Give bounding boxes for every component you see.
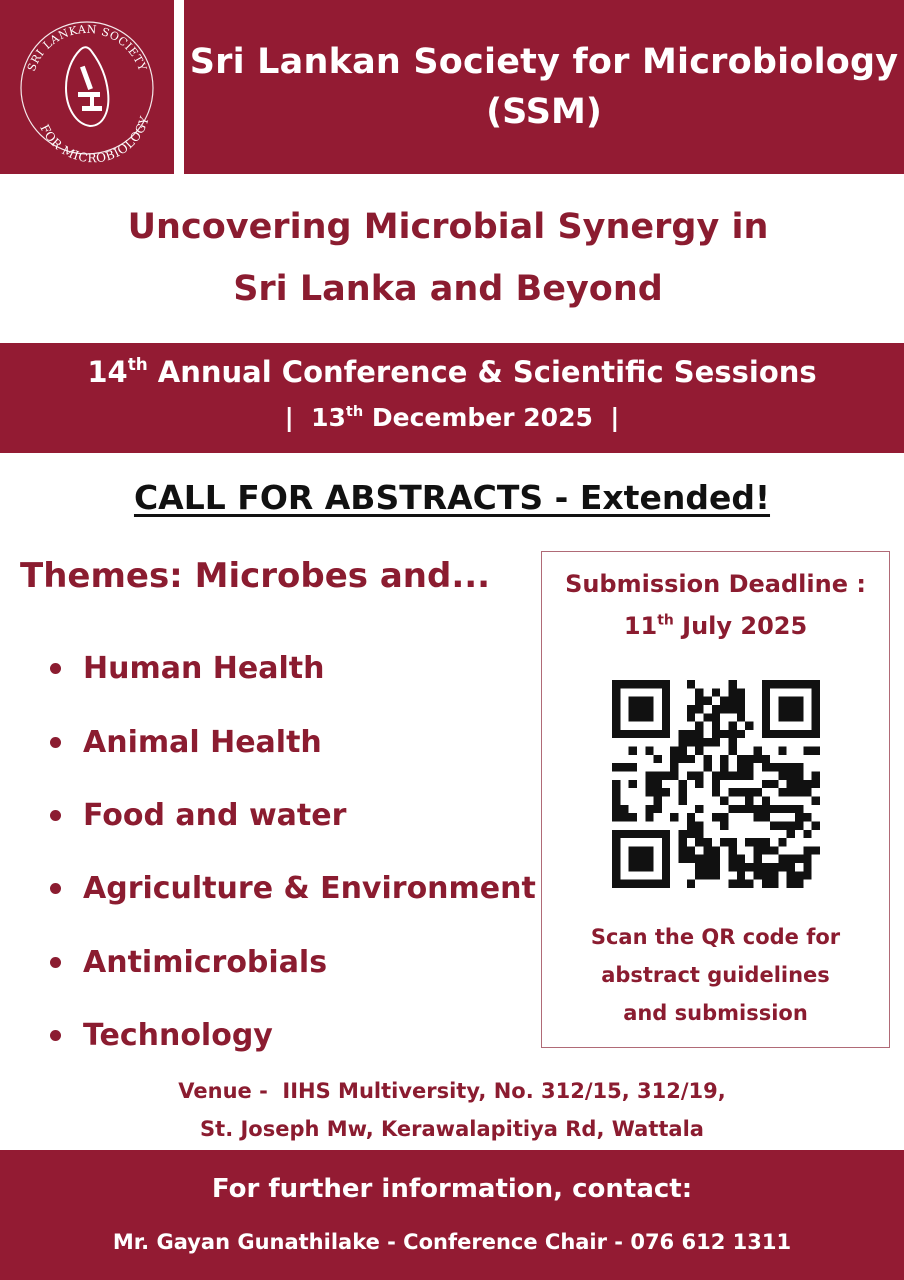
bullet-icon xyxy=(50,810,61,821)
conference-theme-tagline xyxy=(0,196,896,320)
themes-list xyxy=(50,632,536,1072)
tagline-line2: Sri Lanka and Beyond xyxy=(233,269,663,309)
deadline-day: 11 xyxy=(623,612,658,640)
society-abbreviation: (SSM) xyxy=(486,92,602,132)
theme-item xyxy=(50,779,536,852)
theme-label: Agriculture & Environment xyxy=(83,871,536,907)
venue-line2: St. Joseph Mw, Kerawalapitiya Rd, Wattala xyxy=(200,1117,704,1141)
contact-heading: For further information, contact: xyxy=(211,1174,693,1204)
tagline-line1: Uncovering Microbial Synergy in xyxy=(127,207,769,247)
theme-label: Technology xyxy=(83,1018,273,1054)
theme-label: Human Health xyxy=(83,651,325,687)
deadline-rest: July 2025 xyxy=(673,612,808,640)
scan-instructions xyxy=(542,918,889,1032)
venue-line1: Venue - IIHS Multiversity, No. 312/15, 312/19, xyxy=(178,1079,726,1103)
theme-item xyxy=(50,999,536,1072)
call-for-abstracts-heading: CALL FOR ABSTRACTS - Extended! xyxy=(133,478,771,517)
society-seal-icon xyxy=(0,0,174,174)
society-name: Sri Lankan Society for Microbiology xyxy=(189,42,899,82)
bullet-icon xyxy=(50,957,61,968)
conference-banner xyxy=(0,343,904,453)
footer-contact xyxy=(0,1150,904,1280)
deadline-suffix: th xyxy=(657,612,674,629)
bullet-icon xyxy=(50,737,61,748)
theme-label: Food and water xyxy=(83,797,347,833)
conference-name xyxy=(0,355,904,389)
date-day: 13 xyxy=(311,403,346,432)
themes-title: Themes: Microbes and... xyxy=(20,556,491,596)
deadline-date xyxy=(542,612,889,640)
date-suffix: th xyxy=(345,403,364,420)
bullet-icon xyxy=(50,1030,61,1041)
header-title xyxy=(184,0,904,174)
logo-arc-bottom-text: FOR MICROBIOLOGY xyxy=(37,114,152,166)
contact-person: Mr. Gayan Gunathilake - Conference Chair - 076 612 1311 xyxy=(112,1230,792,1254)
scan-line1: Scan the QR code for xyxy=(590,925,841,949)
venue xyxy=(0,1072,904,1148)
svg-text:FOR MICROBIOLOGY xyxy=(37,114,152,165)
society-logo xyxy=(0,0,174,174)
submission-box xyxy=(541,551,890,1048)
bullet-icon xyxy=(50,883,61,894)
bullet-icon xyxy=(50,663,61,674)
conference-date xyxy=(0,401,904,435)
conference-ordinal: 14 xyxy=(87,355,128,389)
theme-item xyxy=(50,852,536,925)
qr-code-icon[interactable] xyxy=(612,680,820,888)
deadline-label: Submission Deadline : xyxy=(565,570,866,598)
date-rest: December 2025 | xyxy=(363,403,620,432)
conference-name-text: Annual Conference & Scientific Sessions xyxy=(147,355,817,389)
theme-label: Animal Health xyxy=(83,724,322,760)
theme-item xyxy=(50,705,536,778)
theme-label: Antimicrobials xyxy=(83,944,328,980)
date-prefix: | xyxy=(284,403,312,432)
theme-item xyxy=(50,926,536,999)
scan-line2: abstract guidelines xyxy=(601,963,830,987)
logo-arc-top-text: SRI LANKAN SOCIETY xyxy=(24,22,150,74)
theme-item xyxy=(50,632,536,705)
scan-line3: and submission xyxy=(623,1001,808,1025)
conference-ordinal-suffix: th xyxy=(127,354,148,375)
